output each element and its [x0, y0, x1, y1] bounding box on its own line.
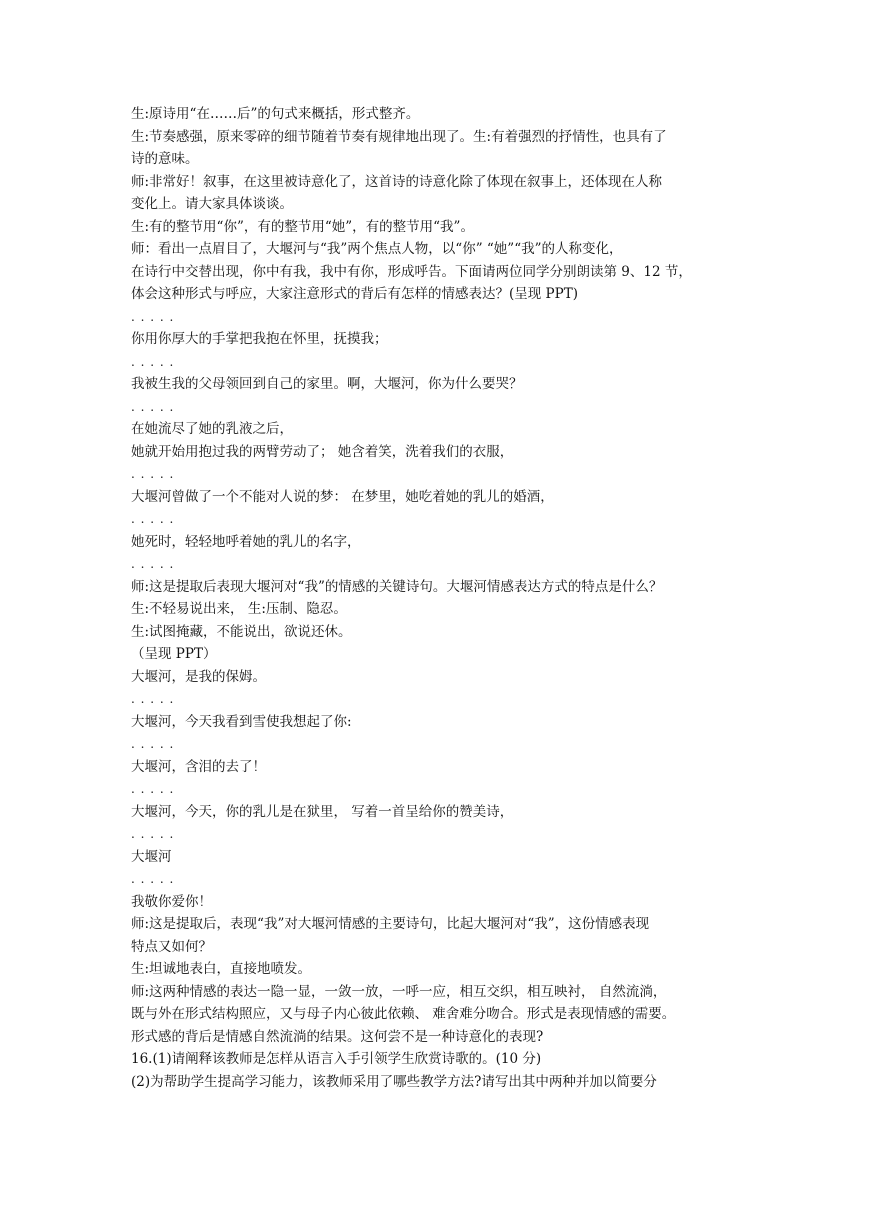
text-line: 师:这两种情感的表达一隐一显，一敛一放，一呼一应，相互交织，相互映衬， 自然流淌， — [131, 983, 667, 1000]
question-line: 16.(1)请阐释该教师是怎样从语言入手引领学生欣赏诗歌的。(10 分) — [131, 1051, 542, 1067]
text-line: 体会这种形式与呼应，大家注意形式的背后有怎样的情感表达？(呈现 PPT) — [131, 286, 578, 302]
text-line: 师:这是提取后，表现“我”对大堰河情感的主要诗句，比起大堰河对“我”，这份情感表现 — [131, 916, 650, 932]
ellipsis-line: . . . . . — [131, 692, 175, 706]
poem-line: 她就开始用抱过我的两臂劳动了； 她含着笑，洗着我们的衣服， — [131, 443, 514, 460]
text-line: 生:不轻易说出来， 生:压制、隐忍。 — [131, 601, 347, 617]
ellipsis-line: . . . . . — [131, 354, 175, 369]
text-line: 生:原诗用“在……后”的句式来概括，形式整齐。 — [131, 106, 420, 122]
ellipsis-line: . . . . . — [131, 399, 175, 414]
ellipsis-line: . . . . . — [131, 557, 175, 571]
poem-line: 在她流尽了她的乳液之后， — [131, 421, 293, 437]
document-body — [131, 103, 743, 1093]
ellipsis-line: . . . . . — [131, 782, 175, 796]
question-line: (2)为帮助学生提高学习能力，该教师采用了哪些教学方法?请写出其中两种并加以简要分 — [131, 1073, 657, 1090]
text-line: 师:这是提取后表现大堰河对“我”的情感的关键诗句。大堰河情感表达方式的特点是什么？ — [131, 578, 663, 595]
text-line: 形式感的背后是情感自然流淌的结果。这何尝不是一种诗意化的表现? — [131, 1028, 544, 1045]
poem-line: 我敬你爱你！ — [131, 893, 212, 910]
text-line: 在诗行中交替出现，你中有我，我中有你，形成呼告。下面请两位同学分别朗读第 9、12 节， — [131, 263, 692, 280]
text-line: 特点又如何？ — [131, 938, 212, 955]
text-line: 师：看出一点眉目了，大堰河与“我”两个焦点人物，以“你” “她”“我”的人称变化， — [131, 241, 623, 257]
ellipsis-line: . . . . . — [131, 872, 175, 886]
poem-line: 大堰河，含泪的去了！ — [131, 758, 266, 775]
text-line: 诗的意味。 — [131, 151, 199, 167]
poem-line: 大堰河曾做了一个不能对人说的梦： 在梦里，她吃着她的乳儿的婚酒， — [131, 488, 554, 505]
text-line: 生:试图掩藏，不能说出，欲说还休。 — [131, 623, 352, 640]
text-line: 生:坦诚地表白，直接地喷发。 — [131, 961, 312, 977]
text-line: 生:节奏感强，原来零碎的细节随着节奏有规律地出现了。生:有着强烈的抒情性，也具有了 — [131, 128, 667, 145]
ellipsis-line: . . . . . — [131, 827, 175, 841]
poem-line: 大堰河，是我的保姆。 — [131, 668, 266, 685]
text-line: 师:非常好！叙事，在这里被诗意化了，这首诗的诗意化除了体现在叙事上，还体现在人称 — [131, 173, 663, 190]
poem-line: 大堰河，今天我看到雪使我想起了你: — [131, 713, 352, 730]
text-line: 既与外在形式结构照应，又与母子内心彼此依赖、 难舍难分吻合。形式是表现情感的需要。 — [131, 1006, 676, 1022]
ellipsis-line: . . . . . — [131, 512, 175, 526]
ellipsis-line: . . . . . — [131, 467, 175, 481]
text-line: 变化上。请大家具体谈谈。 — [131, 196, 293, 212]
ellipsis-line: . . . . . — [131, 309, 175, 324]
poem-line: 她死时，轻轻地呼着她的乳儿的名字， — [131, 533, 361, 550]
ellipsis-line: . . . . . — [131, 737, 175, 751]
poem-line: 大堰河，今天，你的乳儿是在狱里， 写着一首呈给你的赞美诗， — [131, 803, 514, 820]
poem-line: 我被生我的父母领回到自己的家里。啊，大堰河，你为什么要哭？ — [131, 376, 523, 392]
poem-line: 你用你厚大的手掌把我抱在怀里，抚摸我； — [131, 331, 388, 347]
text-line: （呈现 PPT） — [131, 646, 217, 662]
poem-line: 大堰河 — [131, 848, 172, 865]
text-line: 生:有的整节用“你”，有的整节用“她”，有的整节用“我”。 — [131, 218, 474, 235]
